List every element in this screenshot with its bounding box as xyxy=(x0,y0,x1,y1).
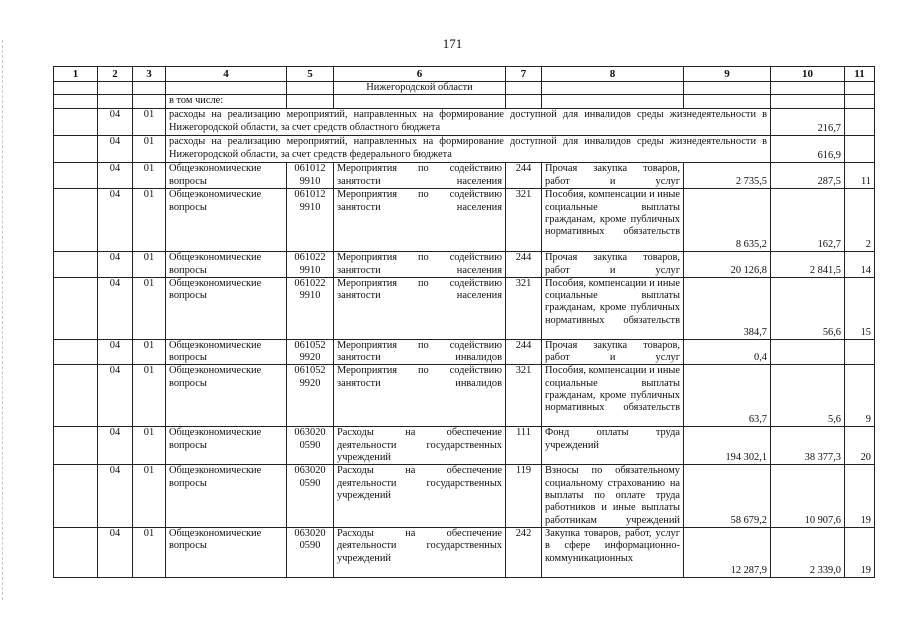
cell-category: Общеэкономические вопросы xyxy=(166,163,287,189)
cell-amount: 216,7 xyxy=(771,109,845,136)
table-row xyxy=(54,277,875,339)
cell-subsection: 01 xyxy=(133,109,166,136)
cell-measure: Мероприятия по содействию занятости населения xyxy=(334,163,506,189)
cell-code: 061012 9910 xyxy=(287,163,334,189)
cell-subsection: 01 xyxy=(133,163,166,189)
cell-category: Общеэкономические вопросы xyxy=(166,527,287,577)
cell-type-code: 321 xyxy=(506,189,542,252)
cell-subsection: 01 xyxy=(133,427,166,465)
cell-category: Общеэкономические вопросы xyxy=(166,339,287,365)
page-edge-mark xyxy=(2,40,5,600)
cell-empty xyxy=(54,163,98,189)
cell-code: 061052 9920 xyxy=(287,339,334,365)
table-row xyxy=(54,527,875,577)
col-header: 11 xyxy=(845,67,875,82)
col-header: 4 xyxy=(166,67,287,82)
cell-amount-2: 5,6 xyxy=(771,365,845,427)
cell-section: 04 xyxy=(98,163,133,189)
cell-amount: 58 679,2 xyxy=(684,465,771,527)
cell-type-code: 111 xyxy=(506,427,542,465)
cell-subsection: 01 xyxy=(133,252,166,278)
cell-measure: Мероприятия по содействию занятости населения xyxy=(334,189,506,252)
cell-section: 04 xyxy=(98,189,133,252)
cell-code: 061022 9910 xyxy=(287,277,334,339)
cell-amount: 63,7 xyxy=(684,365,771,427)
col-header: 5 xyxy=(287,67,334,82)
table-row xyxy=(54,365,875,427)
col-header: 3 xyxy=(133,67,166,82)
table-row xyxy=(54,82,875,95)
cell-section: 04 xyxy=(98,527,133,577)
cell-expense-type: Пособия, компенсации и иные социальные выплаты гражданам, кроме публичных нормативных обязательств xyxy=(542,365,684,427)
cell-amount: 616,9 xyxy=(771,136,845,163)
col-header: 1 xyxy=(54,67,98,82)
table-row xyxy=(54,95,875,109)
cell-percent: 2 xyxy=(845,189,875,252)
cell-code: 061022 9910 xyxy=(287,252,334,278)
cell-percent: 9 xyxy=(845,365,875,427)
cell-category: Общеэкономические вопросы xyxy=(166,365,287,427)
cell-amount: 2 735,5 xyxy=(684,163,771,189)
cell-amount: 0,4 xyxy=(684,339,771,365)
cell-subsection: 01 xyxy=(133,339,166,365)
cell-subsection: 01 xyxy=(133,527,166,577)
cell-percent: 11 xyxy=(845,163,875,189)
cell-percent: 19 xyxy=(845,465,875,527)
cell-measure: Мероприятия по содействию занятости инвалидов xyxy=(334,339,506,365)
cell-percent xyxy=(845,339,875,365)
cell-type-code: 321 xyxy=(506,277,542,339)
cell-section: 04 xyxy=(98,277,133,339)
table-row xyxy=(54,252,875,278)
col-header: 8 xyxy=(542,67,684,82)
cell-empty xyxy=(54,277,98,339)
table-row xyxy=(54,189,875,252)
cell-amount-2: 56,6 xyxy=(771,277,845,339)
cell-expense-type: Закупка товаров, работ, услуг в сфере информационно-коммуникационных xyxy=(542,527,684,577)
cell-section: 04 xyxy=(98,109,133,136)
cell-empty xyxy=(54,252,98,278)
cell-measure: Расходы на обеспечение деятельности государственных учреждений xyxy=(334,427,506,465)
cell-type-code: 244 xyxy=(506,339,542,365)
cell-empty xyxy=(54,365,98,427)
cell-section: 04 xyxy=(98,365,133,427)
cell-amount: 8 635,2 xyxy=(684,189,771,252)
region-cell: Нижегородской области xyxy=(334,82,506,95)
cell-description: расходы на реализацию мероприятий, направленных на формирование доступной для инвалидов среды жизнедеятельности в Нижегородской области, за счет средств областного бюджета xyxy=(166,109,771,136)
col-header: 7 xyxy=(506,67,542,82)
cell-amount-2 xyxy=(771,339,845,365)
cell-section: 04 xyxy=(98,136,133,163)
cell-measure: Расходы на обеспечение деятельности государственных учреждений xyxy=(334,527,506,577)
table-row xyxy=(54,427,875,465)
cell-empty xyxy=(54,527,98,577)
budget-table xyxy=(53,66,875,578)
cell-expense-type: Прочая закупка товаров, работ и услуг xyxy=(542,252,684,278)
cell-subsection: 01 xyxy=(133,465,166,527)
cell-section: 04 xyxy=(98,427,133,465)
cell-subsection: 01 xyxy=(133,365,166,427)
cell-measure: Мероприятия по содействию занятости инвалидов xyxy=(334,365,506,427)
cell-amount-2: 10 907,6 xyxy=(771,465,845,527)
cell-amount-2: 162,7 xyxy=(771,189,845,252)
cell-type-code: 119 xyxy=(506,465,542,527)
cell-code: 061052 9920 xyxy=(287,365,334,427)
cell-measure: Расходы на обеспечение деятельности государственных учреждений xyxy=(334,465,506,527)
table-row xyxy=(54,109,875,136)
cell-type-code: 321 xyxy=(506,365,542,427)
cell-amount-2: 2 339,0 xyxy=(771,527,845,577)
cell-empty xyxy=(54,465,98,527)
including-label: в том числе: xyxy=(166,95,287,109)
cell-category: Общеэкономические вопросы xyxy=(166,252,287,278)
cell-amount-2: 38 377,3 xyxy=(771,427,845,465)
cell-percent: 20 xyxy=(845,427,875,465)
cell-measure: Мероприятия по содействию занятости населения xyxy=(334,252,506,278)
cell-description: расходы на реализацию мероприятий, направленных на формирование доступной для инвалидов среды жизнедеятельности в Нижегородской области, за счет средств федерального бюджета xyxy=(166,136,771,163)
cell-measure: Мероприятия по содействию занятости населения xyxy=(334,277,506,339)
col-header: 10 xyxy=(771,67,845,82)
cell-amount: 194 302,1 xyxy=(684,427,771,465)
table-row xyxy=(54,136,875,163)
cell-percent: 19 xyxy=(845,527,875,577)
cell-type-code: 244 xyxy=(506,252,542,278)
cell-section: 04 xyxy=(98,339,133,365)
cell-subsection: 01 xyxy=(133,189,166,252)
cell-expense-type: Пособия, компенсации и иные социальные выплаты гражданам, кроме публичных нормативных обязательств xyxy=(542,277,684,339)
cell-percent: 14 xyxy=(845,252,875,278)
cell-subsection: 01 xyxy=(133,136,166,163)
col-header: 6 xyxy=(334,67,506,82)
cell-amount: 12 287,9 xyxy=(684,527,771,577)
cell-subsection: 01 xyxy=(133,277,166,339)
cell-empty xyxy=(54,427,98,465)
cell-category: Общеэкономические вопросы xyxy=(166,427,287,465)
cell-section: 04 xyxy=(98,252,133,278)
table-row xyxy=(54,339,875,365)
cell-amount-2: 287,5 xyxy=(771,163,845,189)
table-row xyxy=(54,465,875,527)
cell-empty xyxy=(54,189,98,252)
cell-expense-type: Фонд оплаты труда учреждений xyxy=(542,427,684,465)
cell-empty xyxy=(54,339,98,365)
cell-section: 04 xyxy=(98,465,133,527)
cell-amount: 384,7 xyxy=(684,277,771,339)
cell-amount: 20 126,8 xyxy=(684,252,771,278)
cell-expense-type: Взносы по обязательному социальному страхованию на выплаты по оплате труда работников и иные выплаты работникам учреждений xyxy=(542,465,684,527)
table-row xyxy=(54,163,875,189)
cell-category: Общеэкономические вопросы xyxy=(166,465,287,527)
header-row xyxy=(54,67,875,82)
cell-code: 063020 0590 xyxy=(287,465,334,527)
cell-type-code: 242 xyxy=(506,527,542,577)
page-number: 171 xyxy=(442,36,463,51)
cell-expense-type: Прочая закупка товаров, работ и услуг xyxy=(542,339,684,365)
col-header: 2 xyxy=(98,67,133,82)
cell-expense-type: Прочая закупка товаров, работ и услуг xyxy=(542,163,684,189)
cell-category: Общеэкономические вопросы xyxy=(166,189,287,252)
cell-code: 063020 0590 xyxy=(287,527,334,577)
cell-percent: 15 xyxy=(845,277,875,339)
cell-code: 061012 9910 xyxy=(287,189,334,252)
col-header: 9 xyxy=(684,67,771,82)
cell-type-code: 244 xyxy=(506,163,542,189)
cell-amount-2: 2 841,5 xyxy=(771,252,845,278)
cell-category: Общеэкономические вопросы xyxy=(166,277,287,339)
cell-code: 063020 0590 xyxy=(287,427,334,465)
cell-expense-type: Пособия, компенсации и иные социальные выплаты гражданам, кроме публичных нормативных обязательств xyxy=(542,189,684,252)
